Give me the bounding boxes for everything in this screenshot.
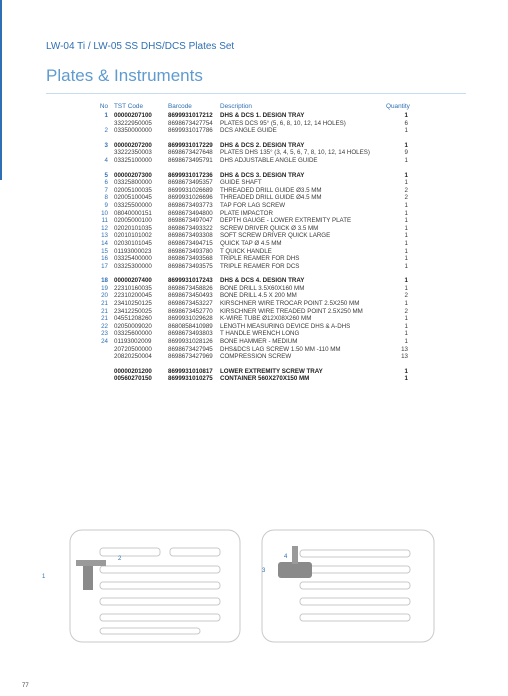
- cell-no: 15: [101, 247, 108, 255]
- cell-description: K-WIRE TUBE Ø12X08X260 MM: [220, 315, 312, 323]
- table-row: [90, 255, 410, 263]
- cell-description: THREADED DRILL GUIDE Ø3.5 MM: [220, 186, 322, 194]
- table-row: [90, 149, 410, 157]
- cell-quantity: 1: [404, 201, 408, 209]
- cell-no: 8: [104, 194, 108, 202]
- cell-description: T HANDLE WRENCH LONG: [220, 330, 300, 338]
- cell-tst-code: 01193002009: [114, 338, 152, 346]
- cell-no: 24: [101, 338, 108, 346]
- table-row: [90, 127, 410, 135]
- cell-tst-code: 02030101045: [114, 239, 152, 247]
- table-row: [90, 187, 410, 195]
- cell-tst-code: 02010101002: [114, 232, 152, 240]
- group-spacer: [90, 135, 410, 142]
- cell-barcode: 8699931017786: [168, 127, 213, 135]
- cell-barcode: 8698673427969: [168, 353, 213, 361]
- cell-tst-code: 02050009020: [114, 322, 152, 330]
- cell-tst-code: 03325100000: [114, 156, 152, 164]
- cell-barcode: 8699931017212: [168, 112, 213, 119]
- cell-no: 7: [104, 186, 108, 194]
- cell-barcode: 8698673494800: [168, 209, 213, 217]
- cell-quantity: 13: [401, 345, 408, 353]
- cell-tst-code: 02020101035: [114, 224, 152, 232]
- table-row: [90, 194, 410, 202]
- cell-description: DHS & DCS 4. DESIGN TRAY: [220, 277, 305, 285]
- cell-tst-code: 01193000023: [114, 247, 152, 255]
- cell-quantity: 2: [404, 186, 408, 194]
- cell-tst-code: 00000207400: [114, 277, 152, 285]
- cell-quantity: 1: [404, 284, 408, 292]
- cell-description: DEPTH GAUGE - LOWER EXTREMITY PLATE: [220, 217, 352, 225]
- cell-no: 16: [101, 255, 108, 263]
- cell-barcode: 8698673493780: [168, 247, 213, 255]
- group-spacer: [90, 270, 410, 277]
- cell-no: 4: [104, 156, 108, 164]
- cell-quantity: 1: [404, 239, 408, 247]
- col-quantity-header: Quantity: [386, 103, 410, 110]
- table-row: [90, 338, 410, 346]
- table-row: [90, 210, 410, 218]
- cell-quantity: 1: [404, 367, 408, 375]
- table-row: [90, 300, 410, 308]
- cell-barcode: 8698673495357: [168, 179, 213, 187]
- cell-barcode: 8698673493803: [168, 330, 213, 338]
- table-row: [90, 120, 410, 128]
- adjustable-guide-instrument: [278, 546, 312, 578]
- cell-tst-code: 33222950005: [114, 119, 152, 127]
- cell-tst-code: 04551208260: [114, 315, 152, 323]
- cell-no: 13: [101, 232, 108, 240]
- cell-description: KIRSCHNER WIRE TREADED POINT 2.5X250 MM: [220, 307, 363, 315]
- cell-no: 21: [101, 315, 108, 323]
- cell-no: 3: [104, 141, 108, 149]
- cell-no: 14: [101, 239, 108, 247]
- col-tst-header: TST Code: [114, 103, 144, 110]
- cell-barcode: 8698673450493: [168, 292, 213, 300]
- cell-no: 21: [101, 300, 108, 308]
- cell-quantity: 1: [404, 127, 408, 135]
- cell-barcode: 8698673493575: [168, 262, 213, 270]
- table-row: [90, 202, 410, 210]
- cell-quantity: 1: [404, 224, 408, 232]
- cell-quantity: 1: [404, 375, 408, 383]
- parts-table: [90, 103, 410, 383]
- cell-barcode: 8698673427945: [168, 345, 213, 353]
- table-row: [90, 292, 410, 300]
- cell-tst-code: 08040000151: [114, 209, 152, 217]
- table-row: [90, 375, 410, 383]
- table-row: [90, 225, 410, 233]
- cell-quantity: 1: [404, 247, 408, 255]
- cell-description: PLATE IMPACTOR: [220, 209, 273, 217]
- cell-no: 18: [101, 277, 108, 285]
- cell-quantity: 1: [404, 330, 408, 338]
- cell-quantity: 6: [404, 119, 408, 127]
- cell-no: 10: [101, 209, 108, 217]
- cell-quantity: 1: [404, 315, 408, 323]
- cell-description: SCREW DRIVER QUICK Ø 3.5 MM: [220, 224, 319, 232]
- accent-side-bar: [0, 0, 2, 180]
- cell-barcode: 8698673452770: [168, 307, 213, 315]
- cell-quantity: 1: [404, 209, 408, 217]
- cell-quantity: 1: [404, 217, 408, 225]
- cell-no: 11: [101, 217, 108, 225]
- cell-description: DHS & DCS 3. DESIGN TRAY: [220, 171, 305, 179]
- cell-no: 21: [101, 307, 108, 315]
- table-row: [90, 285, 410, 293]
- cell-description: BONE DRILL 3.5X60X160 MM: [220, 284, 305, 292]
- table-row: [90, 112, 410, 120]
- cell-barcode: 8698673493308: [168, 232, 213, 240]
- table-row: [90, 248, 410, 256]
- cell-description: TRIPLE REAMER FOR DHS: [220, 255, 300, 263]
- cell-barcode: 8698673493773: [168, 201, 213, 209]
- cell-description: QUICK TAP Ø 4.5 MM: [220, 239, 282, 247]
- group-spacer: [90, 165, 410, 172]
- table-header: [90, 103, 410, 112]
- col-description-header: Description: [220, 103, 252, 110]
- cell-barcode: 8699931010275: [168, 375, 213, 383]
- cell-tst-code: 02005100045: [114, 194, 152, 202]
- table-row: [90, 172, 410, 180]
- tray-illustrations: [0, 520, 508, 660]
- cell-description: TAP FOR LAG SCREW: [220, 201, 286, 209]
- cell-description: DHS & DCS 1. DESIGN TRAY: [220, 112, 305, 119]
- cell-barcode: 8699931017236: [168, 171, 213, 179]
- cell-description: BONE DRILL 4.5 X 200 MM: [220, 292, 297, 300]
- cell-quantity: 2: [404, 292, 408, 300]
- cell-description: PLATES DHS 135° (3, 4, 5, 6, 7, 8, 10, 12, 14 HOLES): [220, 149, 370, 157]
- cell-description: DHS & DCS 2. DESIGN TRAY: [220, 141, 305, 149]
- cell-quantity: 1: [404, 338, 408, 346]
- cell-tst-code: 00000207200: [114, 141, 152, 149]
- cell-tst-code: 03325600000: [114, 330, 152, 338]
- cell-tst-code: 03325400000: [114, 255, 152, 263]
- cell-tst-code: 00000201200: [114, 367, 152, 375]
- cell-barcode: 8699931026696: [168, 194, 213, 202]
- table-row: [90, 277, 410, 285]
- cell-quantity: 1: [404, 300, 408, 308]
- cell-tst-code: 02005000100: [114, 217, 152, 225]
- title-divider: [46, 93, 466, 94]
- cell-description: COMPRESSION SCREW: [220, 353, 292, 361]
- tray-label-4: 4: [284, 554, 288, 560]
- cell-description: SOFT SCREW DRIVER QUICK LARGE: [220, 232, 331, 240]
- cell-quantity: 1: [404, 262, 408, 270]
- tray-label-3: 3: [262, 568, 266, 574]
- cell-barcode: 8699931017243: [168, 277, 213, 285]
- cell-barcode: 8699931026689: [168, 186, 213, 194]
- cell-tst-code: 03325500000: [114, 201, 152, 209]
- cell-description: T QUICK HANDLE: [220, 247, 272, 255]
- table-row: [90, 315, 410, 323]
- cell-no: 12: [101, 224, 108, 232]
- cell-tst-code: 00000207100: [114, 112, 152, 119]
- cell-quantity: 2: [404, 307, 408, 315]
- table-row: [90, 353, 410, 361]
- cell-barcode: 8699931028126: [168, 338, 213, 346]
- cell-barcode: 8698673427754: [168, 119, 213, 127]
- cell-tst-code: 23410250125: [114, 300, 152, 308]
- cell-tst-code: 03325300000: [114, 262, 152, 270]
- cell-description: CONTAINER 560X270X150 MM: [220, 375, 310, 383]
- cell-tst-code: 03325800000: [114, 179, 152, 187]
- table-row: [90, 142, 410, 150]
- cell-no: 19: [101, 284, 108, 292]
- cell-description: DHS&DCS LAG SCREW 1.50 MM -110 MM: [220, 345, 341, 353]
- cell-quantity: 1: [404, 179, 408, 187]
- cell-description: DCS ANGLE GUIDE: [220, 127, 277, 135]
- cell-no: 6: [104, 179, 108, 187]
- cell-tst-code: 22310160035: [114, 284, 152, 292]
- cell-quantity: 1: [404, 255, 408, 263]
- cell-tst-code: 20720500000: [114, 345, 152, 353]
- col-barcode-header: Barcode: [168, 103, 192, 110]
- page-number: 77: [22, 683, 29, 689]
- cell-quantity: 1: [404, 232, 408, 240]
- cell-barcode: 8699931029628: [168, 315, 213, 323]
- tray-label-1: 1: [42, 574, 46, 580]
- series-title: LW-04 Ti / LW-05 SS DHS/DCS Plates Set: [46, 41, 235, 52]
- cell-description: KIRSCHNER WIRE TROCAR POINT 2.5X250 MM: [220, 300, 360, 308]
- cell-description: DHS ADJUSTABLE ANGLE GUIDE: [220, 156, 318, 164]
- table-row: [90, 263, 410, 271]
- cell-quantity: 9: [404, 149, 408, 157]
- table-row: [90, 157, 410, 165]
- cell-quantity: 2: [404, 194, 408, 202]
- tray-left: [70, 530, 240, 642]
- cell-tst-code: 03350000000: [114, 127, 152, 135]
- cell-no: 5: [104, 171, 108, 179]
- cell-tst-code: 00000207300: [114, 171, 152, 179]
- cell-no: 9: [104, 201, 108, 209]
- cell-quantity: 1: [404, 141, 408, 149]
- cell-quantity: 1: [404, 112, 408, 119]
- cell-description: BONE HAMMER - MEDIUM: [220, 338, 298, 346]
- cell-barcode: 8698673493322: [168, 224, 213, 232]
- tray-label-2: 2: [118, 556, 122, 562]
- cell-barcode: 8680858410989: [168, 322, 213, 330]
- table-row: [90, 232, 410, 240]
- cell-description: LENGTH MEASURING DEVICE DHS & A-DHS: [220, 322, 351, 330]
- cell-tst-code: 00560270150: [114, 375, 152, 383]
- cell-description: TRIPLE REAMER FOR DCS: [220, 262, 300, 270]
- table-row: [90, 240, 410, 248]
- angle-guide-instrument: [76, 560, 106, 590]
- cell-no: 20: [101, 292, 108, 300]
- cell-tst-code: 20820250004: [114, 353, 152, 361]
- cell-description: LOWER EXTREMITY SCREW TRAY: [220, 367, 323, 375]
- cell-description: THREADED DRILL GUIDE Ø4.5 MM: [220, 194, 322, 202]
- cell-quantity: 1: [404, 171, 408, 179]
- cell-quantity: 13: [401, 353, 408, 361]
- group-spacer: [90, 361, 410, 368]
- cell-barcode: 8698673427648: [168, 149, 213, 157]
- cell-barcode: 8699931010817: [168, 367, 213, 375]
- table-row: [90, 217, 410, 225]
- table-row: [90, 346, 410, 354]
- cell-no: 2: [104, 127, 108, 135]
- cell-no: 22: [101, 322, 108, 330]
- cell-description: PLATES DCS 95° (5, 6, 8, 10, 12, 14 HOLES): [220, 119, 346, 127]
- cell-no: 17: [101, 262, 108, 270]
- tray-right: [262, 530, 434, 642]
- cell-tst-code: 33222350003: [114, 149, 152, 157]
- cell-quantity: 1: [404, 156, 408, 164]
- cell-quantity: 1: [404, 277, 408, 285]
- table-body: [90, 112, 410, 383]
- cell-tst-code: 22310200045: [114, 292, 152, 300]
- cell-barcode: 8698673458826: [168, 284, 213, 292]
- table-row: [90, 179, 410, 187]
- cell-no: 1: [104, 112, 108, 119]
- cell-description: GUIDE SHAFT: [220, 179, 262, 187]
- cell-barcode: 8698673494715: [168, 239, 213, 247]
- cell-barcode: 8698673495791: [168, 156, 213, 164]
- cell-barcode: 8699931017229: [168, 141, 213, 149]
- table-row: [90, 330, 410, 338]
- cell-barcode: 8698673497047: [168, 217, 213, 225]
- cell-quantity: 1: [404, 322, 408, 330]
- cell-tst-code: 23412250025: [114, 307, 152, 315]
- cell-no: 23: [101, 330, 108, 338]
- cell-barcode: 8698673453227: [168, 300, 213, 308]
- table-row: [90, 323, 410, 331]
- page-title: Plates & Instruments: [46, 66, 203, 85]
- table-row: [90, 308, 410, 316]
- cell-tst-code: 02005100035: [114, 186, 152, 194]
- table-row: [90, 368, 410, 376]
- cell-barcode: 8698673493568: [168, 255, 213, 263]
- col-no-header: No: [99, 103, 108, 110]
